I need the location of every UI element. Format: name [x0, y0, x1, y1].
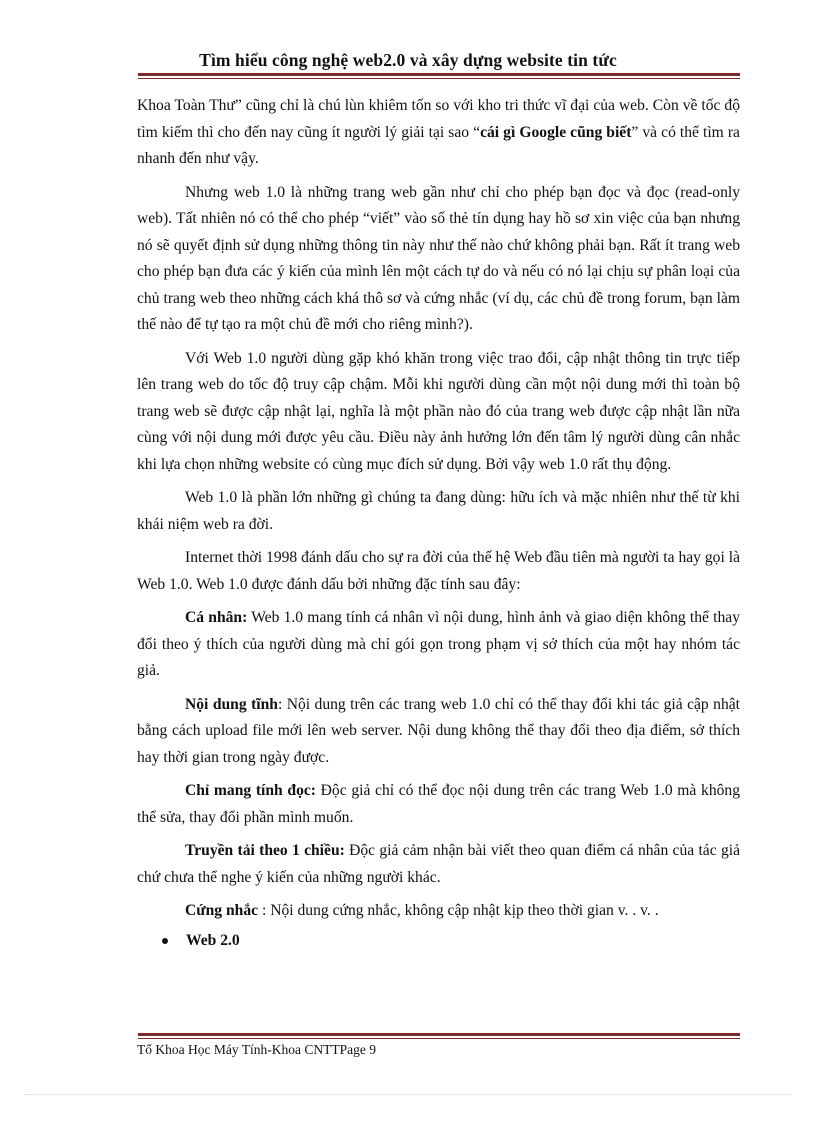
feature-read-only: Chỉ mang tính đọc: Độc giả chỉ có thể đọc nội dung trên các trang Web 1.0 mà không thể sửa, thay đổi phần mình muốn.: [137, 782, 741, 826]
feature-personal: Cá nhân: Web 1.0 mang tính cá nhân vì nội dung, hình ảnh và giao diện không thể thay đổi theo ý thích của người dùng mà chỉ gói gọn trong phạm vị sở thích của một hay nhóm tác giả.: [137, 609, 740, 679]
document-body: [137, 93, 740, 950]
paragraph-continuation: Khoa Toàn Thư” cũng chỉ là chú lùn khiêm tốn so với kho tri thức vĩ đại của web. Còn về tốc độ tìm kiếm thì cho đến nay cũng ít người lý giải tại sao “cái gì Google cũng biết” và có thể tìm ra nhanh đến như vậy.: [137, 97, 740, 167]
bullet-item-web2: [137, 932, 740, 950]
paragraph-web1-difficulty: Với Web 1.0 người dùng gặp khó khăn trong việc trao đổi, cập nhật thông tin trực tiếp lên trang web do tốc độ truy cập chậm. Mỗi khi người dùng cần một nội dung mới thì toàn bộ trang web sẽ được cập nhật lại, nghĩa là một phần nào đó của trang web được cập nhật lần nữa cùng với nội dung mới được yêu cầu. Điều này ảnh hưởng lớn đến tâm lý người dùng cân nhắc khi lựa chọn những website có cùng mục đích sử dụng. Bởi vậy web 1.0 rất thụ động.: [137, 349, 740, 473]
feature-term: Nội dung tĩnh: [185, 695, 278, 713]
feature-term: Cứng nhắc: [185, 902, 259, 919]
bold-phrase: cái gì Google cũng biết: [480, 123, 632, 141]
feature-term: Cá nhân:: [185, 609, 248, 626]
bullet-label: Web 2.0: [186, 931, 240, 949]
feature-one-way: Truyền tải theo 1 chiều: Độc giả cảm nhận bài viết theo quan điểm cá nhân của tác giả chứ chưa thể nghe ý kiến của những người khác.: [137, 842, 740, 886]
page-header-title: Tìm hiểu công nghệ web2.0 và xây dựng website tin tức: [199, 50, 617, 70]
paragraph-internet-1998: Internet thời 1998 đánh dấu cho sự ra đời của thế hệ Web đầu tiên mà người ta hay gọi là Web 1.0. Web 1.0 được đánh dấu bởi những đặc tính sau đây:: [137, 549, 740, 593]
bullet-icon: [162, 938, 168, 944]
paragraph-web1-usage: Web 1.0 là phần lớn những gì chúng ta đang dùng: hữu ích và mặc nhiên như thế từ khi khái niệm web ra đời.: [137, 489, 740, 533]
footer-rule: [138, 1033, 740, 1039]
feature-static-content: Nội dung tĩnh: Nội dung trên các trang web 1.0 chỉ có thể thay đổi khi tác giả cập nhật bằng cách upload file mới lên web server. Nội dung không thể thay đổi theo địa điểm, sở thích hay thời gian trong ngày được.: [137, 695, 741, 766]
feature-rigid: Cứng nhắc : Nội dung cứng nhắc, không cập nhật kịp theo thời gian v. . v. .: [185, 902, 659, 919]
paragraph-web1-readonly: Nhưng web 1.0 là những trang web gần như chỉ cho phép bạn đọc và đọc (read-only web). Tất nhiên nó có thể cho phép “viết” vào số thẻ tín dụng hay hồ sơ xin việc của bạn nhưng nó sẽ quyết định sử dụng những thông tin này như thế nào chứ không phải bạn. Rất ít trang web cho phép bạn đưa các ý kiến của mình lên một cách tự do và nếu có nó lại chịu sự phân loại của chủ trang web theo những cách khá thô sơ và cứng nhắc (ví dụ, các chủ đề trong forum, bạn làm thế nào để tự tạo ra một chủ đề mới cho riêng mình?).: [137, 183, 740, 333]
feature-term: Truyền tải theo 1 chiều:: [185, 842, 345, 859]
feature-term: Chỉ mang tính đọc:: [185, 782, 316, 799]
page-bottom-divider: [24, 1094, 792, 1095]
page-footer: Tổ Khoa Học Máy Tính-Khoa CNTTPage 9: [137, 1042, 376, 1057]
header-rule: [138, 73, 740, 79]
